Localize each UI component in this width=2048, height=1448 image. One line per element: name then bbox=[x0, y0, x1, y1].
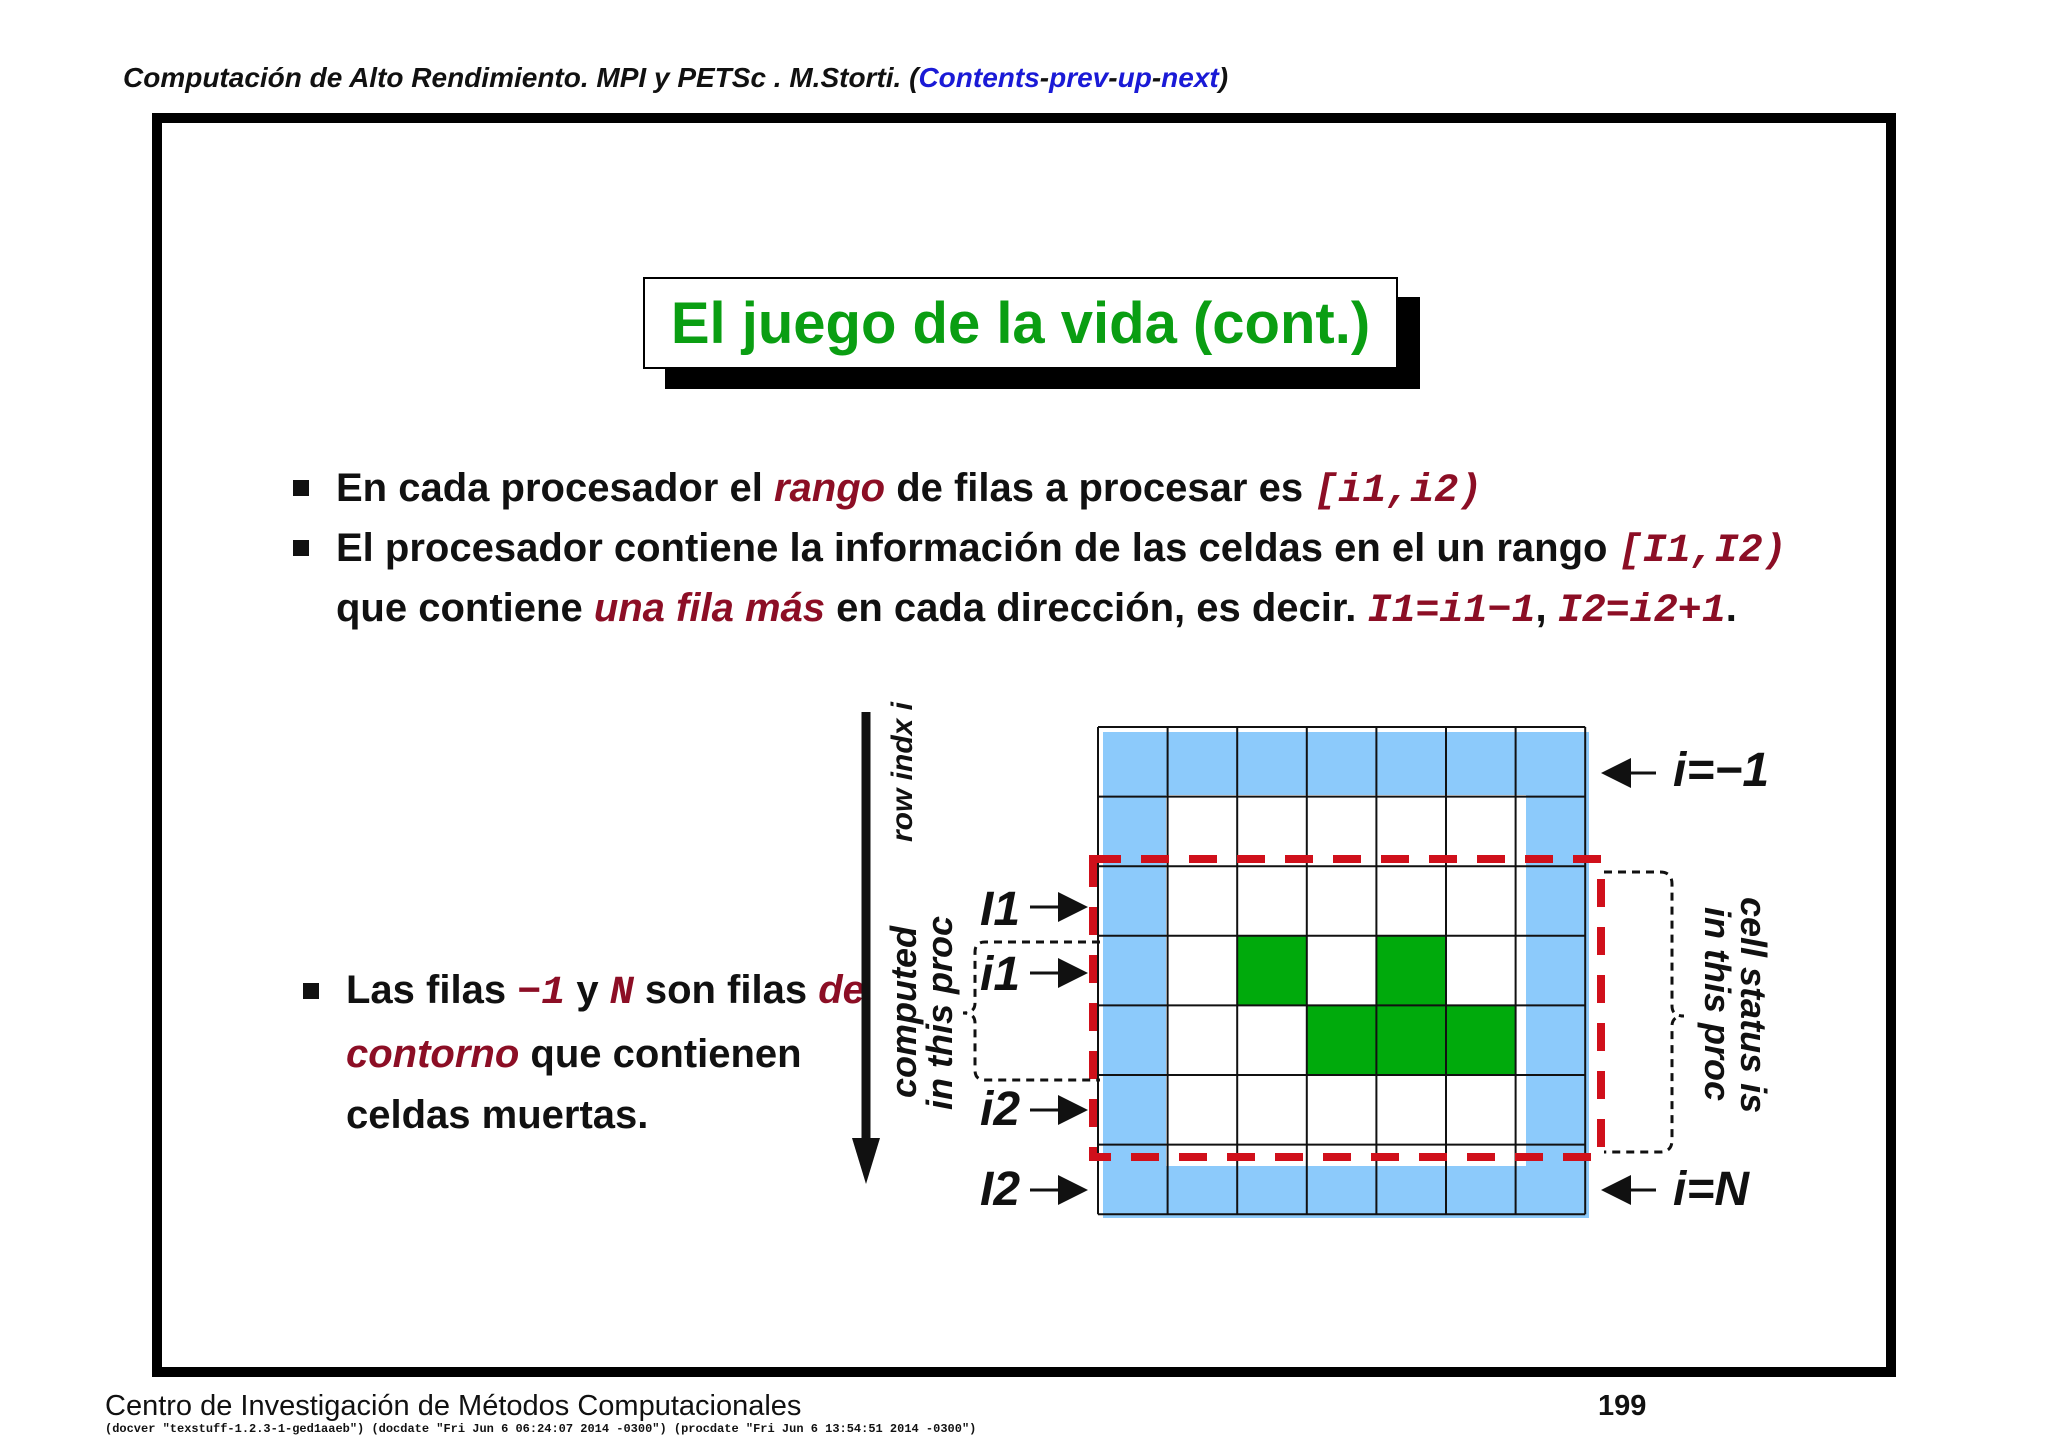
grid-lines bbox=[1098, 727, 1585, 1214]
bullet-text: Las filas bbox=[346, 968, 518, 1012]
nav-separator: - bbox=[1039, 62, 1050, 93]
alive-cell bbox=[1237, 936, 1307, 1006]
bullet-text: que contiene bbox=[336, 586, 594, 630]
label-row-minus-one: i=−1 bbox=[1673, 744, 1770, 797]
nav-separator: - bbox=[1108, 62, 1118, 93]
nav-separator: - bbox=[1151, 62, 1162, 93]
row-index-arrowhead-icon bbox=[852, 1138, 880, 1184]
nav-next-link[interactable]: next bbox=[1161, 62, 1219, 93]
bullet-text: en cada dirección, es decir. bbox=[825, 586, 1368, 630]
bullet-text: son filas bbox=[633, 968, 819, 1012]
nav-prev-link[interactable]: prev bbox=[1049, 62, 1109, 93]
computed-label-line2: in this proc bbox=[919, 915, 960, 1110]
highlight-term: de contorno bbox=[346, 968, 865, 1076]
code-term: I1=i1−1 bbox=[1367, 589, 1536, 634]
code-term: [I1,I2) bbox=[1618, 529, 1787, 574]
row-axis-label: row indx i bbox=[886, 701, 919, 842]
computed-label-line1: computed bbox=[883, 925, 924, 1098]
doc-version-line: (docver "texstuff-1.2.3-1-ged1aaeb") (docdate "Fri Jun 6 06:24:07 2014 -0300") (procdate "Fri Jun 6 13:54:51 2014 -0300") bbox=[105, 1422, 977, 1436]
label-I1: I1 bbox=[980, 883, 1021, 936]
nav-up-link[interactable]: up bbox=[1117, 62, 1152, 93]
bullet-text: de filas a procesar es bbox=[885, 466, 1315, 510]
code-term: [i1,i2) bbox=[1314, 469, 1483, 514]
label-i2: i2 bbox=[980, 1083, 1021, 1136]
alive-cell bbox=[1307, 1005, 1377, 1075]
code-term: N bbox=[609, 971, 634, 1016]
label-i1: i1 bbox=[980, 948, 1021, 1001]
label-I2: I2 bbox=[980, 1163, 1021, 1216]
bullet-text: , bbox=[1535, 586, 1558, 630]
alive-cell bbox=[1446, 1005, 1516, 1075]
header-close-paren: ) bbox=[1218, 62, 1229, 93]
alive-cell bbox=[1376, 1005, 1446, 1075]
slide-title: El juego de la vida (cont.) bbox=[670, 290, 1371, 356]
nav-contents-link[interactable]: Contents bbox=[918, 62, 1040, 93]
label-row-N: i=N bbox=[1673, 1163, 1750, 1216]
code-term: I2=i2+1 bbox=[1557, 589, 1726, 634]
bullet-text: que contienen celdas muertas. bbox=[346, 1032, 802, 1137]
status-label-line2: in this proc bbox=[1697, 907, 1738, 1102]
highlight-term: una fila más bbox=[593, 586, 826, 630]
bullet-text: El procesador contiene la información de las celdas en el un rango bbox=[336, 526, 1619, 570]
status-label-line1: cell status is bbox=[1733, 897, 1774, 1114]
status-range-brace bbox=[1604, 872, 1684, 1152]
bullet-text: y bbox=[565, 968, 610, 1012]
highlight-term: rango bbox=[773, 466, 886, 510]
page-number: 199 bbox=[1598, 1390, 1647, 1422]
header-text: Computación de Alto Rendimiento. MPI y PETSc . M.Storti. ( bbox=[123, 62, 919, 93]
bullet-text: En cada procesador el bbox=[336, 466, 774, 510]
footer-institution: Centro de Investigación de Métodos Computacionales bbox=[105, 1390, 802, 1422]
bullet-text: . bbox=[1725, 586, 1737, 630]
alive-cell bbox=[1376, 936, 1446, 1006]
code-term: −1 bbox=[517, 971, 566, 1016]
